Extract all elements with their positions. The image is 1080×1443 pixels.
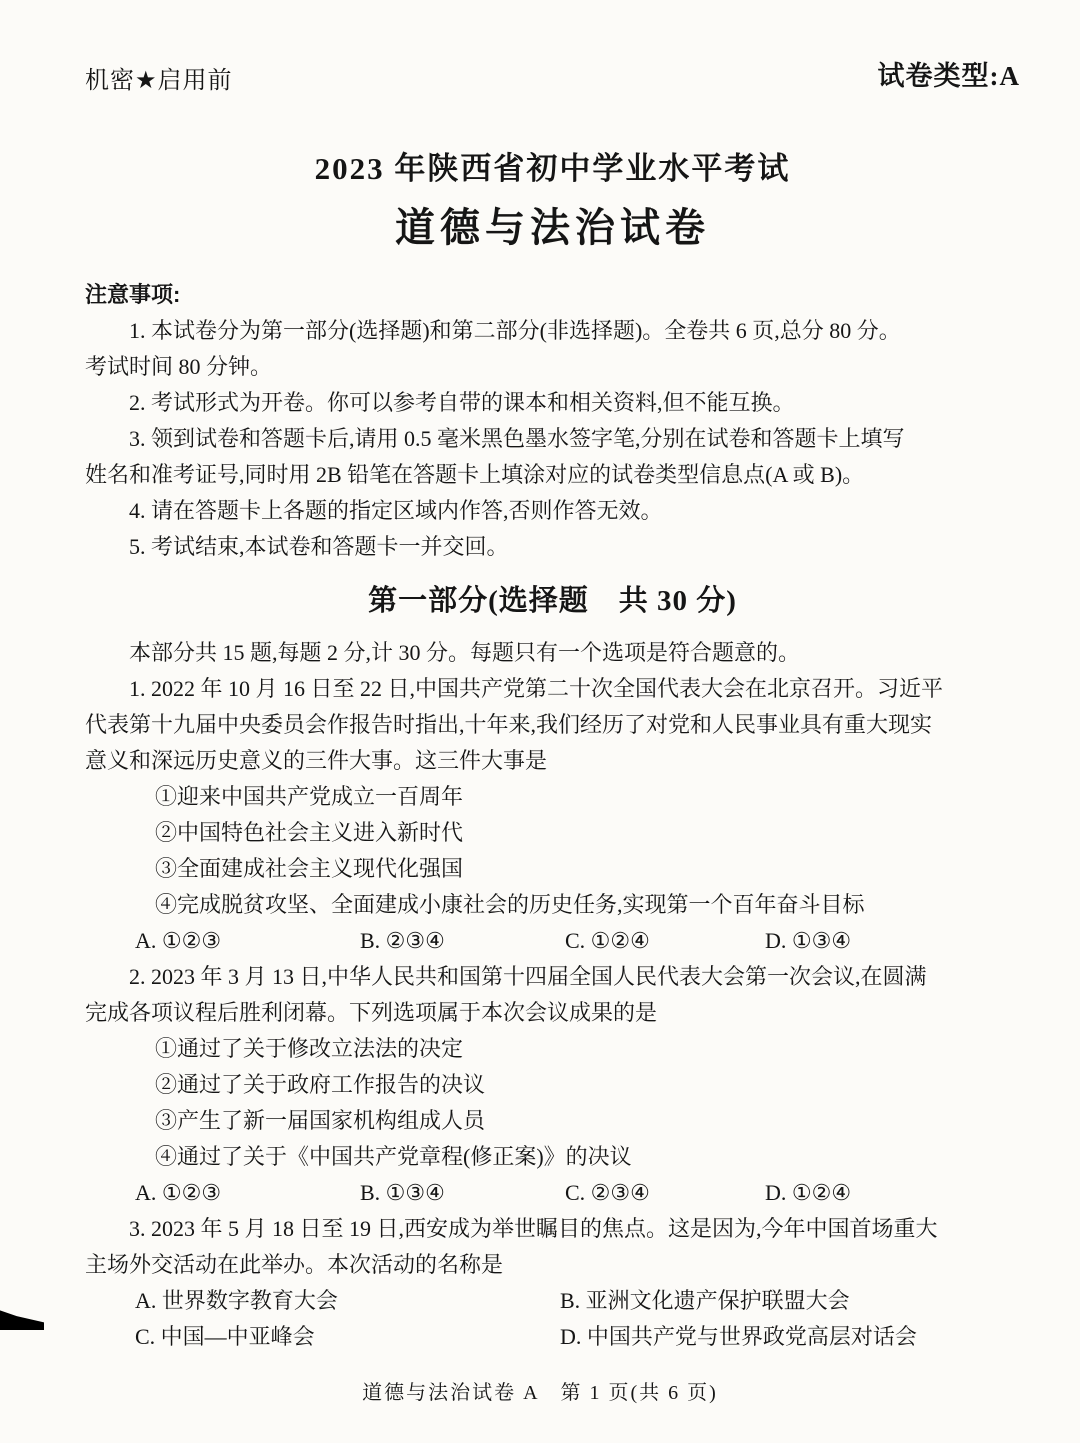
question3-stem-line: 3. 2023 年 5 月 18 日至 19 日,西安成为举世瞩目的焦点。这是因为,今年中国首场重大 — [129, 1216, 938, 1241]
question2-sub-item: ②通过了关于政府工作报告的决议 — [155, 1072, 486, 1097]
notice-line: 考试时间 80 分钟。 — [85, 354, 273, 379]
question1-stem-line: 1. 2022 年 10 月 16 日至 22 日,中国共产党第二十次全国代表大会在北京召开。习近平 — [129, 676, 944, 701]
question1-option-c: C. ①②④ — [565, 928, 650, 953]
question2-options-row — [85, 1175, 1020, 1211]
section1-heading: 第一部分(选择题 共 30 分) — [368, 585, 737, 617]
question3-stem-line: 主场外交活动在此举办。本次活动的名称是 — [85, 1252, 504, 1277]
question1-option-a: A. ①②③ — [135, 928, 222, 953]
question2-option-c: C. ②③④ — [565, 1180, 650, 1205]
section1-intro: 本部分共 15 题,每题 2 分,计 30 分。每题只有一个选项是符合题意的。 — [129, 640, 801, 665]
question2-stem-line: 完成各项议程后胜利闭幕。下列选项属于本次会议成果的是 — [85, 1000, 658, 1025]
question3-option-b: B. 亚洲文化遗产保护联盟大会 — [560, 1288, 850, 1313]
question1-sub-item: ③全面建成社会主义现代化强国 — [155, 856, 464, 881]
question2-sub-item: ④通过了关于《中国共产党章程(修正案)》的决议 — [155, 1144, 632, 1169]
question1-option-d: D. ①③④ — [765, 928, 852, 953]
exam-subtitle: 道德与法治试卷 — [395, 205, 710, 250]
notice-line: 5. 考试结束,本试卷和答题卡一并交回。 — [129, 534, 509, 559]
notice-heading: 注意事项: — [85, 282, 181, 307]
question2-sub-item: ①通过了关于修改立法法的决定 — [155, 1036, 464, 1061]
notice-line: 1. 本试卷分为第一部分(选择题)和第二部分(非选择题)。全卷共 6 页,总分 80 分。 — [129, 318, 901, 343]
question1-sub-item: ②中国特色社会主义进入新时代 — [155, 820, 464, 845]
security-marking: 机密★启用前 — [85, 67, 233, 94]
question1-options-row — [85, 923, 1020, 959]
question2-option-d: D. ①②④ — [765, 1180, 852, 1205]
question2-sub-item: ③产生了新一届国家机构组成人员 — [155, 1108, 486, 1133]
notice-line: 4. 请在答题卡上各题的指定区域内作答,否则作答无效。 — [129, 498, 663, 523]
paper-type-label: 试卷类型:A — [877, 61, 1020, 91]
question1-sub-item: ①迎来中国共产党成立一百周年 — [155, 784, 464, 809]
question2-option-a: A. ①②③ — [135, 1180, 222, 1205]
notice-line: 2. 考试形式为开卷。你可以参考自带的课本和相关资料,但不能互换。 — [129, 390, 795, 415]
page-header — [85, 60, 1020, 95]
exam-title: 2023 年陕西省初中学业水平考试 — [314, 151, 791, 186]
question2-stem-line: 2. 2023 年 3 月 13 日,中华人民共和国第十四届全国人民代表大会第一次会议,在圆满 — [129, 964, 927, 989]
notice-line: 3. 领到试卷和答题卡后,请用 0.5 毫米黑色墨水签字笔,分别在试卷和答题卡上填写 — [129, 426, 905, 451]
question1-stem-line: 意义和深远历史意义的三件大事。这三件大事是 — [85, 748, 548, 773]
question2-option-b: B. ①③④ — [360, 1180, 445, 1205]
question3-option-c: C. 中国—中亚峰会 — [135, 1324, 315, 1349]
question3-options-grid — [85, 1283, 1020, 1355]
question1-stem-line: 代表第十九届中央委员会作报告时指出,十年来,我们经历了对党和人民事业具有重大现实 — [85, 712, 933, 737]
notice-line: 姓名和准考证号,同时用 2B 铅笔在答题卡上填涂对应的试卷类型信息点(A 或 B)。 — [85, 462, 865, 487]
page-footer: 道德与法治试卷 A 第 1 页(共 6 页) — [362, 1382, 718, 1404]
question3-option-d: D. 中国共产党与世界政党高层对话会 — [560, 1324, 917, 1349]
question3-option-a: A. 世界数字教育大会 — [135, 1288, 338, 1313]
question1-sub-item: ④完成脱贫攻坚、全面建成小康社会的历史任务,实现第一个百年奋斗目标 — [155, 892, 865, 917]
question1-option-b: B. ②③④ — [360, 928, 445, 953]
